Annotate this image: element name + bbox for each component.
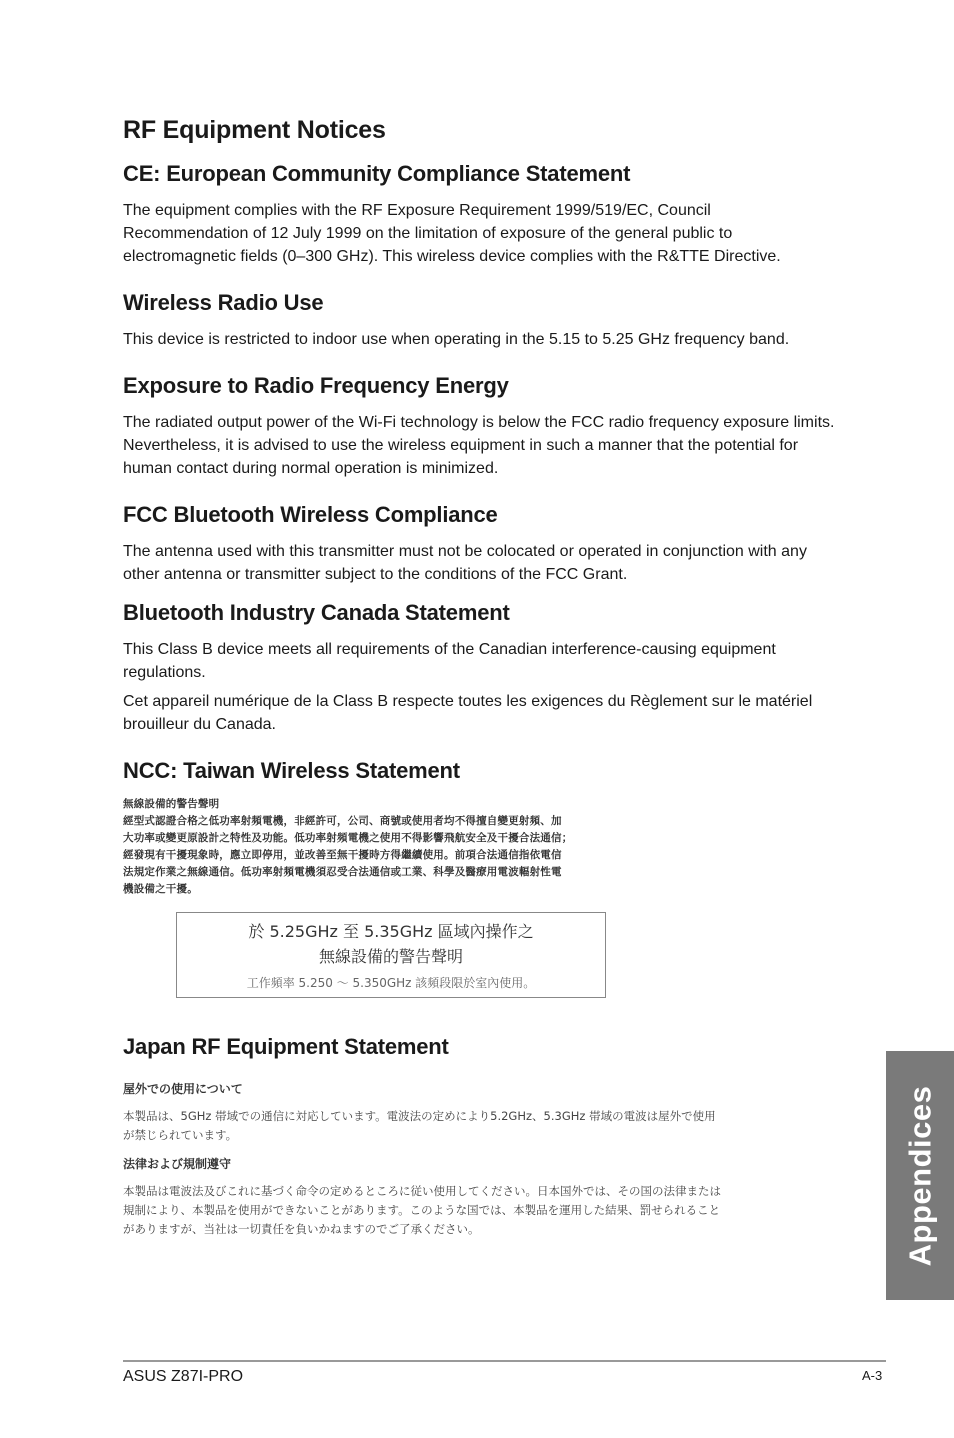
footer-product-name: ASUS Z87I-PRO bbox=[123, 1368, 244, 1385]
ce-body: The equipment complies with the RF Exposure Requirement 1999/519/EC, Council Recommendation of 12 July 1999 on the limitation of exposure of the general public to electromagnetic fields (0–300 GHz). This wireless device complies with the R&TTE Directive. bbox=[123, 202, 781, 265]
document-content bbox=[123, 116, 838, 1247]
appendices-side-tab bbox=[886, 1051, 954, 1300]
fcc-bluetooth-body: The antenna used with this transmitter must not be colocated or operated in conjunction with any other antenna or transmitter subject to the conditions of the FCC Grant. bbox=[123, 543, 807, 583]
ncc-box-line2: 無線設備的警告聲明 bbox=[318, 947, 463, 966]
ncc-line: 經發現有干擾現象時，應立即停用，並改善至無干擾時方得繼續使用。前項合法通信指依電信 bbox=[123, 849, 562, 861]
bt-canada-heading: Bluetooth Industry Canada Statement bbox=[123, 600, 510, 625]
bt-canada-body-en: This Class B device meets all requirements of the Canadian interference-causing equipment regulations. bbox=[123, 641, 776, 681]
wireless-body: This device is restricted to indoor use when operating in the 5.15 to 5.25 GHz frequency band. bbox=[123, 331, 790, 348]
ncc-5ghz-warning-box bbox=[176, 912, 606, 998]
japan-statement-image bbox=[123, 1078, 723, 1239]
side-tab-label: Appendices bbox=[902, 1085, 937, 1266]
wireless-heading: Wireless Radio Use bbox=[123, 290, 324, 315]
japan-body2: 本製品は電波法及びこれに基づく命令の定めるところに従い使用してください。日本国外では、その国の法律または規制により、本製品を使用ができないことがあります。このような国では、本製品を運用した結果、罰せられることがありますが、当社は一切責任を負いかねますのでご了承ください。 bbox=[123, 1184, 721, 1236]
japan-body1: 本製品は、5GHz 帯域での通信に対応しています。電波法の定めにより5.2GHz、5.3GHz 帯域の電波は屋外で使用が禁じられています。 bbox=[123, 1109, 716, 1142]
japan-sub1: 屋外での使用について bbox=[123, 1082, 243, 1096]
exposure-body: The radiated output power of the Wi-Fi technology is below the FCC radio frequency exposure limits. Nevertheless, it is advised to use the wireless equipment in such a manner that the potential for human contact during normal operation is minimized. bbox=[123, 414, 835, 477]
japan-sub2: 法律および規制遵守 bbox=[123, 1157, 232, 1171]
ncc-line: 經型式認證合格之低功率射頻電機，非經許可，公司、商號或使用者均不得擅自變更射頻、加 bbox=[123, 815, 562, 827]
ncc-title: 無線設備的警告聲明 bbox=[123, 798, 220, 810]
bt-canada-body-fr: Cet appareil numérique de la Class B respecte toutes les exigences du Règlement sur le matériel brouilleur du Canada. bbox=[123, 693, 813, 733]
page-title: RF Equipment Notices bbox=[123, 116, 386, 144]
ncc-box-line1: 於 5.25GHz 至 5.35GHz 區域內操作之 bbox=[248, 922, 534, 941]
ncc-line: 法規定作業之無線通信。低功率射頻電機須忍受合法通信或工業、科學及醫療用電波輻射性電 bbox=[123, 866, 562, 878]
footer-page-number: A-3 bbox=[862, 1368, 883, 1383]
ncc-line: 機設備之干擾。 bbox=[123, 883, 198, 895]
ncc-statement-image bbox=[123, 796, 698, 998]
ncc-box-line3: 工作頻率 5.250 ～ 5.350GHz 該頻段限於室內使用。 bbox=[246, 976, 536, 990]
japan-heading: Japan RF Equipment Statement bbox=[123, 1034, 449, 1059]
exposure-heading: Exposure to Radio Frequency Energy bbox=[123, 373, 509, 398]
ncc-heading: NCC: Taiwan Wireless Statement bbox=[123, 758, 460, 783]
ncc-line: 大功率或變更原設計之特性及功能。低功率射頻電機之使用不得影響飛航安全及干擾合法通信； bbox=[123, 832, 573, 844]
footer-divider bbox=[123, 1360, 886, 1362]
fcc-bluetooth-heading: FCC Bluetooth Wireless Compliance bbox=[123, 502, 498, 527]
ce-heading: CE: European Community Compliance Statement bbox=[123, 161, 631, 186]
